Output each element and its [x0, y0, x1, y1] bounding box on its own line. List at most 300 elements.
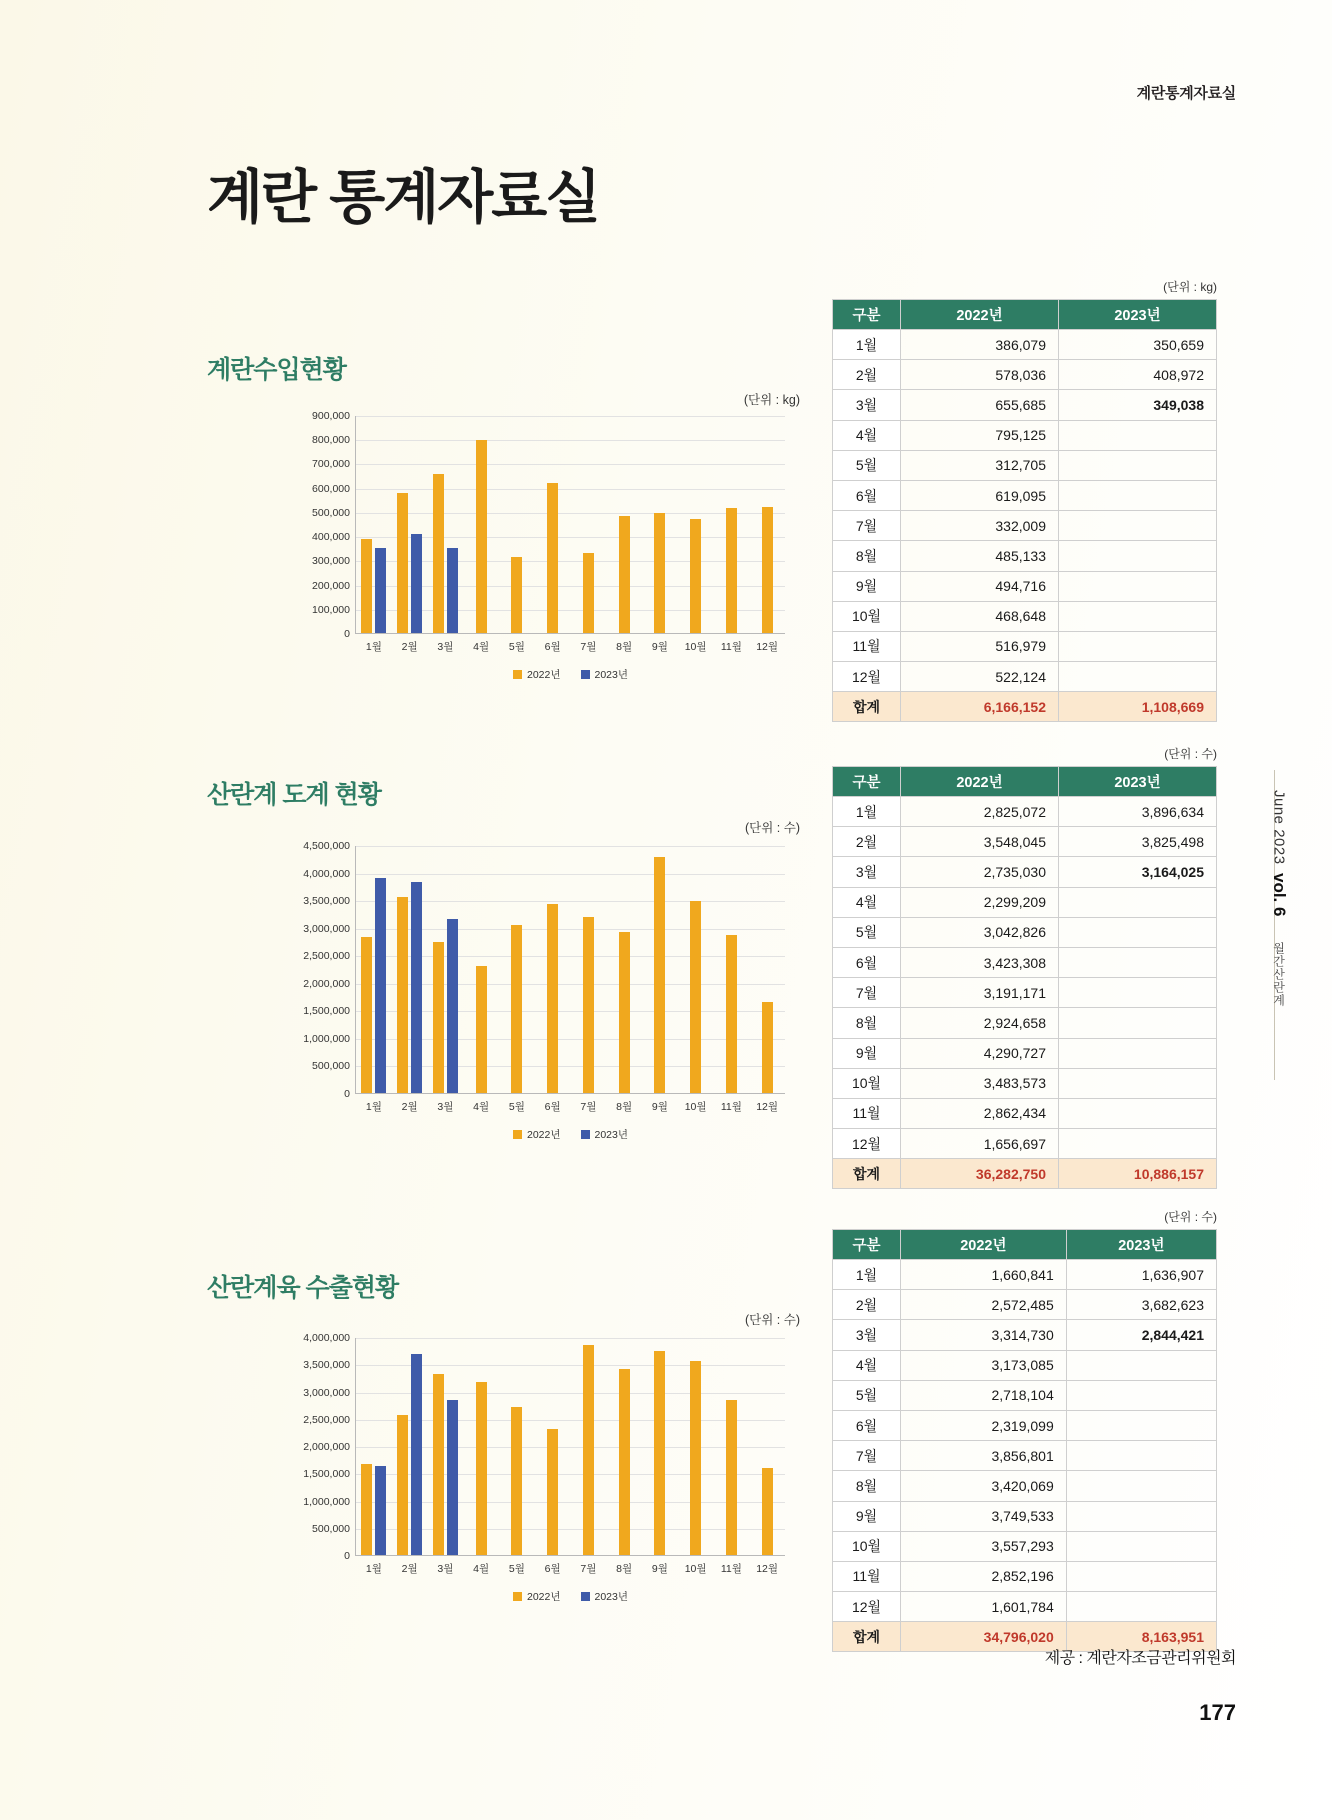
bar-group	[392, 416, 428, 633]
row-label: 1월	[833, 1260, 901, 1290]
cell-2022: 655,685	[901, 390, 1059, 420]
table-row	[833, 1098, 1217, 1128]
bar-group	[571, 846, 607, 1093]
cell-2022: 2,572,485	[901, 1290, 1067, 1320]
cell-2022: 516,979	[901, 631, 1059, 661]
y-axis-tick-label: 1,000,000	[303, 1495, 350, 1508]
chart-export	[283, 1332, 793, 1602]
row-label: 5월	[833, 450, 901, 480]
chart-egg-import	[283, 410, 793, 680]
total-2022: 36,282,750	[901, 1159, 1059, 1189]
table-row	[833, 1068, 1217, 1098]
bar-group	[535, 846, 571, 1093]
cell-2022: 3,191,171	[901, 978, 1059, 1008]
x-axis-tick-label: 12월	[756, 1101, 779, 1113]
bar-2022	[511, 925, 522, 1093]
table-egg-import	[832, 299, 1217, 722]
header-cell-2023: 2023년	[1059, 300, 1217, 330]
bar-2023	[375, 548, 386, 633]
cell-2022: 485,133	[901, 541, 1059, 571]
header-cell-label: 구분	[833, 1230, 901, 1260]
cell-2023	[1059, 662, 1217, 692]
legend-swatch-2023	[581, 1592, 590, 1601]
cell-2023	[1059, 887, 1217, 917]
bar-2022	[397, 897, 408, 1093]
table-header-row	[833, 300, 1217, 330]
bar-2022	[511, 557, 522, 633]
bar-group	[499, 1338, 535, 1555]
table-row	[833, 1320, 1217, 1350]
x-axis-tick-label: 2월	[401, 1101, 418, 1113]
table-row	[833, 541, 1217, 571]
y-axis-tick-label: 1,000,000	[303, 1032, 350, 1045]
table-row	[833, 887, 1217, 917]
table-total-row	[833, 692, 1217, 722]
table-row	[833, 1501, 1217, 1531]
table-row	[833, 1290, 1217, 1320]
x-axis-labels	[356, 1099, 785, 1114]
row-label: 9월	[833, 1501, 901, 1531]
bar-2023	[411, 534, 422, 633]
cell-2022: 1,660,841	[901, 1260, 1067, 1290]
bar-group	[642, 846, 678, 1093]
row-label: 2월	[833, 1290, 901, 1320]
x-axis-tick-label: 4월	[473, 1101, 490, 1113]
x-axis-tick-label: 3월	[437, 1101, 454, 1113]
table-egg-import-wrap	[832, 278, 1217, 722]
x-axis-tick-label: 5월	[508, 1101, 525, 1113]
bar-2022	[619, 1369, 630, 1555]
x-axis-tick-label: 6월	[544, 1101, 561, 1113]
header-cell-label: 구분	[833, 767, 901, 797]
credit-line: 제공 : 계란자조금관리위원회	[1044, 1650, 1236, 1667]
header-cell-2022: 2022년	[901, 300, 1059, 330]
y-axis-tick-label: 500,000	[312, 1060, 350, 1073]
total-2023: 10,886,157	[1059, 1159, 1217, 1189]
table-header-row	[833, 1230, 1217, 1260]
table-row	[833, 1561, 1217, 1591]
y-axis-tick-label: 100,000	[312, 603, 350, 616]
bar-group	[571, 1338, 607, 1555]
row-label: 4월	[833, 887, 901, 917]
side-issue-date: June 2023	[1270, 790, 1288, 865]
bar-group	[499, 846, 535, 1093]
bar-2023	[447, 919, 458, 1093]
x-axis-tick-label: 1월	[365, 1101, 382, 1113]
table-slaughter-wrap	[832, 745, 1217, 1189]
cell-2022: 2,299,209	[901, 887, 1059, 917]
cell-2022: 3,856,801	[901, 1441, 1067, 1471]
bar-group	[714, 846, 750, 1093]
bar-2022	[654, 513, 665, 633]
bar-group	[678, 1338, 714, 1555]
cell-2022: 4,290,727	[901, 1038, 1059, 1068]
cell-2022: 3,557,293	[901, 1531, 1067, 1561]
table-row	[833, 917, 1217, 947]
total-label: 합계	[833, 1159, 901, 1189]
x-axis-tick-label: 6월	[544, 641, 561, 653]
y-axis-tick-label: 3,500,000	[303, 1359, 350, 1372]
chart-unit-note: (단위 : 수)	[745, 821, 800, 835]
table-row	[833, 978, 1217, 1008]
row-label: 5월	[833, 1380, 901, 1410]
table-row	[833, 330, 1217, 360]
bar-group	[714, 416, 750, 633]
cell-2022: 332,009	[901, 511, 1059, 541]
legend-item-2023: 2023년	[581, 667, 629, 682]
bar-2022	[726, 508, 737, 633]
y-axis-tick-label: 2,000,000	[303, 1441, 350, 1453]
bar-group-container	[356, 416, 785, 633]
cell-2023	[1059, 1098, 1217, 1128]
bar-2023	[411, 1354, 422, 1555]
y-axis-tick-label: 400,000	[312, 531, 350, 544]
y-axis-tick-label: 1,500,000	[303, 1468, 350, 1481]
cell-2023	[1066, 1350, 1216, 1380]
row-label: 2월	[833, 360, 901, 390]
cell-2023: 3,164,025	[1059, 857, 1217, 887]
y-axis-tick-label: 500,000	[312, 1522, 350, 1535]
bar-2022	[690, 1361, 701, 1555]
cell-2023	[1059, 511, 1217, 541]
y-axis-tick-label: 300,000	[312, 555, 350, 568]
header-tag: 계란통계자료실	[1136, 85, 1236, 102]
table-header-row	[833, 767, 1217, 797]
x-axis-tick-label: 2월	[401, 1563, 418, 1575]
y-axis-tick-label: 4,000,000	[303, 867, 350, 880]
x-axis-tick-label: 7월	[580, 1563, 597, 1575]
cell-2023	[1059, 450, 1217, 480]
cell-2023	[1059, 947, 1217, 977]
section-egg-import	[207, 350, 346, 386]
cell-2022: 3,173,085	[901, 1350, 1067, 1380]
table-slaughter	[832, 766, 1217, 1189]
row-label: 3월	[833, 857, 901, 887]
cell-2022: 2,924,658	[901, 1008, 1059, 1038]
cell-2022: 2,852,196	[901, 1561, 1067, 1591]
x-axis-tick-label: 12월	[756, 641, 779, 653]
header-cell-2023: 2023년	[1066, 1230, 1216, 1260]
plot-area	[303, 1332, 785, 1603]
bar-2022	[433, 1374, 444, 1555]
bar-2022	[476, 1382, 487, 1555]
y-axis-tick-label: 0	[344, 1550, 350, 1562]
y-axis-tick-label: 600,000	[312, 482, 350, 495]
bar-group	[606, 846, 642, 1093]
table-row	[833, 511, 1217, 541]
cell-2023	[1066, 1531, 1216, 1561]
bar-group	[428, 416, 464, 633]
y-axis-tick-label: 900,000	[312, 410, 350, 422]
legend-item-2023: 2023년	[581, 1589, 629, 1604]
row-label: 11월	[833, 1561, 901, 1591]
bar-group	[749, 1338, 785, 1555]
bar-group	[463, 1338, 499, 1555]
cell-2023	[1059, 420, 1217, 450]
x-axis-tick-label: 4월	[473, 641, 490, 653]
legend-item-2022: 2022년	[513, 1127, 561, 1142]
chart-unit-note: (단위 : 수)	[745, 1313, 800, 1327]
cell-2022: 3,423,308	[901, 947, 1059, 977]
x-axis-tick-label: 4월	[473, 1563, 490, 1575]
table-row	[833, 1471, 1217, 1501]
cell-2023	[1066, 1441, 1216, 1471]
row-label: 6월	[833, 947, 901, 977]
row-label: 11월	[833, 631, 901, 661]
cell-2023	[1059, 917, 1217, 947]
y-axis-tick-label: 1,500,000	[303, 1005, 350, 1018]
table-row	[833, 360, 1217, 390]
legend-swatch-2023	[581, 670, 590, 679]
row-label: 11월	[833, 1098, 901, 1128]
cell-2022: 312,705	[901, 450, 1059, 480]
cell-2023: 1,636,907	[1066, 1260, 1216, 1290]
table-row	[833, 1038, 1217, 1068]
bar-2022	[762, 1002, 773, 1093]
bar-2022	[511, 1407, 522, 1555]
x-axis-tick-label: 11월	[720, 641, 742, 653]
cell-2023	[1059, 1129, 1217, 1159]
row-label: 6월	[833, 480, 901, 510]
bar-group	[535, 1338, 571, 1555]
cell-2023	[1059, 978, 1217, 1008]
cell-2022: 2,718,104	[901, 1380, 1067, 1410]
bar-group	[428, 1338, 464, 1555]
table-row	[833, 797, 1217, 827]
legend-item-2023: 2023년	[581, 1127, 629, 1142]
cell-2022: 795,125	[901, 420, 1059, 450]
y-axis-tick-label: 3,500,000	[303, 895, 350, 908]
y-axis-tick-label: 3,000,000	[303, 1386, 350, 1399]
row-label: 9월	[833, 571, 901, 601]
chart-slaughter	[283, 840, 793, 1140]
page-title: 계란 통계자료실	[207, 165, 600, 230]
x-axis-tick-label: 10월	[684, 1563, 707, 1575]
bar-2022	[726, 1400, 737, 1555]
bar-2022	[583, 1345, 594, 1555]
header-cell-2022: 2022년	[901, 767, 1059, 797]
bar-group	[749, 416, 785, 633]
x-axis-tick-label: 5월	[508, 641, 525, 653]
table-row	[833, 857, 1217, 887]
x-axis-tick-label: 8월	[616, 641, 633, 653]
bar-2022	[361, 1464, 372, 1555]
x-axis-tick-label: 1월	[365, 1563, 382, 1575]
cell-2023: 349,038	[1059, 390, 1217, 420]
bar-2022	[547, 904, 558, 1093]
cell-2023	[1066, 1380, 1216, 1410]
total-2023: 1,108,669	[1059, 692, 1217, 722]
row-label: 5월	[833, 917, 901, 947]
bar-group	[428, 846, 464, 1093]
table-row	[833, 420, 1217, 450]
row-label: 6월	[833, 1410, 901, 1440]
cell-2022: 2,825,072	[901, 797, 1059, 827]
bar-group	[535, 416, 571, 633]
x-axis-tick-label: 2월	[401, 641, 418, 653]
bar-2022	[476, 440, 487, 633]
cell-2023	[1059, 571, 1217, 601]
table-row	[833, 662, 1217, 692]
cell-2022: 578,036	[901, 360, 1059, 390]
table-row	[833, 1008, 1217, 1038]
legend-swatch-2023	[581, 1130, 590, 1139]
cell-2023	[1059, 1008, 1217, 1038]
x-axis-tick-label: 7월	[580, 1101, 597, 1113]
bar-2022	[654, 857, 665, 1093]
cell-2022: 386,079	[901, 330, 1059, 360]
bar-2022	[583, 917, 594, 1093]
y-axis-tick-label: 0	[344, 628, 350, 640]
table-row	[833, 827, 1217, 857]
bar-group	[642, 416, 678, 633]
bar-group	[606, 1338, 642, 1555]
x-axis-tick-label: 5월	[508, 1563, 525, 1575]
bar-group	[678, 846, 714, 1093]
bar-2023	[447, 548, 458, 633]
y-axis-tick-label: 2,500,000	[303, 1413, 350, 1426]
table-row	[833, 1350, 1217, 1380]
legend-item-2022: 2022년	[513, 667, 561, 682]
legend-item-2022: 2022년	[513, 1589, 561, 1604]
x-axis-tick-label: 7월	[580, 641, 597, 653]
table-row	[833, 390, 1217, 420]
cell-2023	[1066, 1410, 1216, 1440]
side-strip	[1256, 790, 1302, 1007]
row-label: 9월	[833, 1038, 901, 1068]
x-axis-tick-label: 10월	[684, 641, 707, 653]
bar-group-container	[356, 846, 785, 1093]
bar-group	[571, 416, 607, 633]
bar-2022	[726, 935, 737, 1093]
cell-2023	[1059, 1038, 1217, 1068]
total-2022: 6,166,152	[901, 692, 1059, 722]
table-unit-note: (단위 : kg)	[1163, 280, 1217, 294]
row-label: 8월	[833, 1471, 901, 1501]
x-axis-tick-label: 3월	[437, 641, 454, 653]
cell-2022: 619,095	[901, 480, 1059, 510]
y-axis-tick-label: 0	[344, 1088, 350, 1100]
bar-group-container	[356, 1338, 785, 1555]
cell-2023: 3,896,634	[1059, 797, 1217, 827]
table-row	[833, 480, 1217, 510]
bar-group	[714, 1338, 750, 1555]
cell-2022: 3,749,533	[901, 1501, 1067, 1531]
table-row	[833, 1410, 1217, 1440]
bar-group	[356, 846, 392, 1093]
bar-2022	[690, 519, 701, 633]
row-label: 2월	[833, 827, 901, 857]
table-row	[833, 1592, 1217, 1622]
table-row	[833, 1129, 1217, 1159]
chart-legend	[356, 1127, 785, 1142]
row-label: 1월	[833, 797, 901, 827]
y-axis-tick-label: 2,000,000	[303, 977, 350, 990]
bar-2022	[654, 1351, 665, 1555]
bar-group	[392, 1338, 428, 1555]
cell-2023: 350,659	[1059, 330, 1217, 360]
cell-2022: 2,862,434	[901, 1098, 1059, 1128]
x-axis-tick-label: 9월	[651, 641, 668, 653]
bar-group	[499, 416, 535, 633]
cell-2023	[1059, 480, 1217, 510]
cell-2022: 1,601,784	[901, 1592, 1067, 1622]
bar-2022	[361, 539, 372, 633]
side-magazine-name: 월간산란계	[1271, 942, 1286, 1008]
cell-2022: 494,716	[901, 571, 1059, 601]
section-title: 계란수입현황	[207, 356, 346, 384]
cell-2023	[1059, 1068, 1217, 1098]
table-export-wrap	[832, 1208, 1217, 1652]
bar-2023	[447, 1400, 458, 1555]
legend-swatch-2022	[513, 1130, 522, 1139]
cell-2022: 3,420,069	[901, 1471, 1067, 1501]
x-axis-tick-label: 10월	[684, 1101, 707, 1113]
section-export	[207, 1268, 398, 1304]
x-axis-tick-label: 8월	[616, 1563, 633, 1575]
bar-group	[463, 416, 499, 633]
table-export	[832, 1229, 1217, 1652]
cell-2022: 468,648	[901, 601, 1059, 631]
total-label: 합계	[833, 692, 901, 722]
y-axis-tick-label: 4,500,000	[303, 840, 350, 852]
table-row	[833, 601, 1217, 631]
row-label: 7월	[833, 978, 901, 1008]
cell-2022: 3,483,573	[901, 1068, 1059, 1098]
total-label: 합계	[833, 1622, 901, 1652]
row-label: 3월	[833, 390, 901, 420]
table-row	[833, 1260, 1217, 1290]
legend-swatch-2022	[513, 670, 522, 679]
row-label: 7월	[833, 511, 901, 541]
table-row	[833, 571, 1217, 601]
bar-2022	[433, 474, 444, 633]
cell-2022: 1,656,697	[901, 1129, 1059, 1159]
cell-2023	[1066, 1501, 1216, 1531]
bar-group	[392, 846, 428, 1093]
x-axis-tick-label: 11월	[720, 1101, 742, 1113]
chart-unit-note: (단위 : kg)	[743, 393, 800, 407]
x-axis-tick-label: 12월	[756, 1563, 779, 1575]
cell-2023	[1066, 1592, 1216, 1622]
bar-group	[463, 846, 499, 1093]
bar-2022	[583, 553, 594, 633]
table-row	[833, 631, 1217, 661]
section-title: 산란계육 수출현황	[207, 1274, 399, 1302]
bar-2023	[375, 878, 386, 1093]
x-axis-tick-label: 8월	[616, 1101, 633, 1113]
bar-group	[642, 1338, 678, 1555]
x-axis-tick-label: 3월	[437, 1563, 454, 1575]
section-slaughter	[207, 775, 381, 811]
cell-2022: 3,042,826	[901, 917, 1059, 947]
total-2023: 8,163,951	[1066, 1622, 1216, 1652]
bar-group	[678, 416, 714, 633]
bar-group	[356, 416, 392, 633]
row-label: 4월	[833, 420, 901, 450]
cell-2022: 2,735,030	[901, 857, 1059, 887]
cell-2023: 408,972	[1059, 360, 1217, 390]
x-axis-tick-label: 9월	[651, 1101, 668, 1113]
x-axis-labels	[356, 639, 785, 654]
row-label: 10월	[833, 601, 901, 631]
bar-2022	[397, 1415, 408, 1555]
row-label: 10월	[833, 1531, 901, 1561]
y-axis-tick-label: 3,000,000	[303, 922, 350, 935]
bar-2023	[411, 882, 422, 1093]
y-axis-tick-label: 200,000	[312, 579, 350, 592]
row-label: 12월	[833, 1129, 901, 1159]
